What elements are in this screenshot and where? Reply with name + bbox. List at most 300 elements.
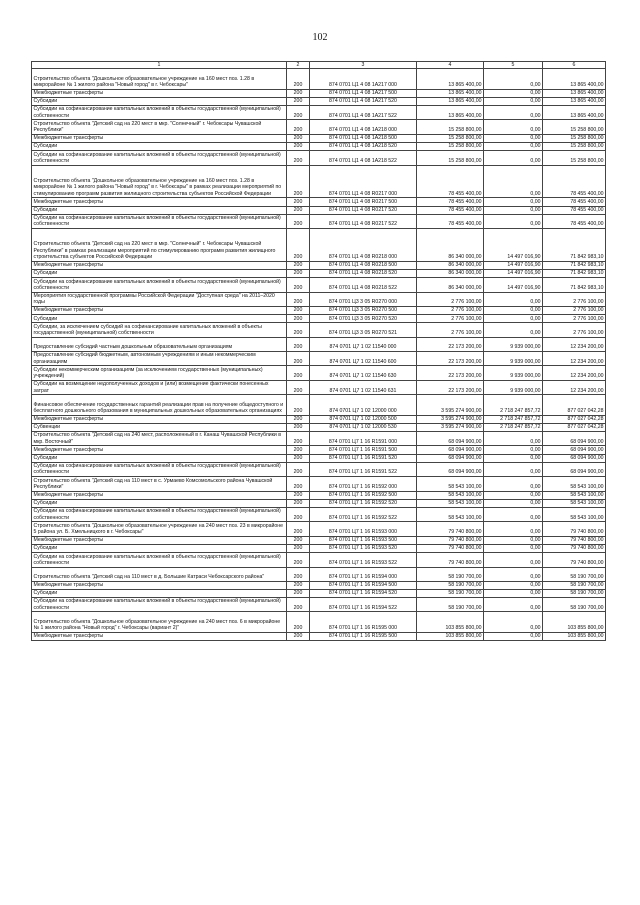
row-name-cell: Предоставление субсидий бюджетным, автономным учреждениям и иным некоммерческим организациям (32, 351, 287, 365)
ministry-code-cell: 200 (287, 499, 310, 507)
classification-code-cell: 874 0701 Ц7 1 16 R1595 000 (310, 612, 417, 632)
page-number: 102 (312, 32, 328, 43)
table-row (32, 165, 606, 198)
total-amount-cell: 71 842 983,10 (543, 278, 606, 292)
table-row (32, 337, 606, 351)
ministry-code-cell: 200 (287, 553, 310, 567)
ministry-code-cell: 200 (287, 89, 310, 97)
table-row (32, 415, 606, 423)
row-name-cell: Межбюджетные трансферты (32, 536, 287, 544)
classification-code-cell: 874 0701 Ц7 1 16 R1593 522 (310, 553, 417, 567)
approved-amount-cell: 3 595 274 900,00 (417, 423, 484, 431)
ministry-code-cell: 200 (287, 337, 310, 351)
classification-code-cell: 874 0701 Ц1 4 08 R0218 500 (310, 261, 417, 269)
change-amount-cell: 0,00 (484, 499, 543, 507)
table-row (32, 544, 606, 552)
table-row (32, 278, 606, 292)
classification-code-cell: 874 0701 Ц1 4 08 1А218 522 (310, 151, 417, 165)
total-amount-cell: 79 740 800,00 (543, 522, 606, 536)
ministry-code-cell: 200 (287, 261, 310, 269)
approved-amount-cell: 15 258 800,00 (417, 151, 484, 165)
row-name-cell: Субсидии на софинансирование капитальных вложений в объекты государственной (муниципальной) собственности (32, 507, 287, 521)
classification-code-cell: 874 0701 Ц3 3 05 R0270 000 (310, 292, 417, 306)
change-amount-cell: 2 718 247 857,72 (484, 423, 543, 431)
row-name-cell: Субсидии некоммерческим организациям (за исключением государственных (муниципальных) учреждений) (32, 366, 287, 380)
table-row (32, 323, 606, 337)
classification-code-cell: 874 0701 Ц7 1 16 R1591 500 (310, 446, 417, 454)
approved-amount-cell: 22 173 200,00 (417, 380, 484, 394)
approved-amount-cell: 68 094 900,00 (417, 462, 484, 476)
classification-code-cell: 874 0701 Ц7 1 16 R1593 500 (310, 536, 417, 544)
total-amount-cell: 79 740 800,00 (543, 536, 606, 544)
total-amount-cell: 877 027 042,28 (543, 395, 606, 415)
total-amount-cell: 71 842 983,10 (543, 270, 606, 278)
change-amount-cell: 0,00 (484, 432, 543, 446)
total-amount-cell: 2 776 100,00 (543, 315, 606, 323)
total-amount-cell: 58 543 100,00 (543, 491, 606, 499)
total-amount-cell: 15 258 800,00 (543, 120, 606, 134)
approved-amount-cell: 79 740 800,00 (417, 522, 484, 536)
table-row (32, 351, 606, 365)
total-amount-cell: 877 027 042,28 (543, 423, 606, 431)
ministry-code-cell: 200 (287, 598, 310, 612)
change-amount-cell: 0,00 (484, 214, 543, 228)
total-amount-cell: 58 190 700,00 (543, 589, 606, 597)
row-name-cell: Субсидии (32, 143, 287, 151)
total-amount-cell: 78 455 400,00 (543, 206, 606, 214)
classification-code-cell: 874 0701 Ц7 1 16 R1591 000 (310, 432, 417, 446)
change-amount-cell: 0,00 (484, 507, 543, 521)
total-amount-cell: 13 865 400,00 (543, 105, 606, 119)
approved-amount-cell: 58 190 700,00 (417, 589, 484, 597)
total-amount-cell: 15 258 800,00 (543, 151, 606, 165)
total-amount-cell: 78 455 400,00 (543, 198, 606, 206)
ministry-code-cell: 200 (287, 351, 310, 365)
approved-amount-cell: 22 173 200,00 (417, 351, 484, 365)
total-amount-cell: 71 842 983,10 (543, 229, 606, 262)
row-name-cell: Субсидии (32, 499, 287, 507)
header-row (32, 62, 606, 69)
approved-amount-cell: 58 543 100,00 (417, 507, 484, 521)
change-amount-cell: 9 939 000,00 (484, 366, 543, 380)
table-row (32, 69, 606, 89)
approved-amount-cell: 58 190 700,00 (417, 598, 484, 612)
approved-amount-cell: 15 258 800,00 (417, 134, 484, 142)
ministry-code-cell: 200 (287, 323, 310, 337)
total-amount-cell: 12 234 200,00 (543, 351, 606, 365)
approved-amount-cell: 79 740 800,00 (417, 553, 484, 567)
change-amount-cell: 9 939 000,00 (484, 380, 543, 394)
row-name-cell: Межбюджетные трансферты (32, 491, 287, 499)
row-name-cell: Строительство объекта "Детский сад на 110 мест в с. Урмаево Комсомольского района Чувашской Республики" (32, 477, 287, 491)
table-row (32, 261, 606, 269)
row-name-cell: Межбюджетные трансферты (32, 261, 287, 269)
row-name-cell: Строительство объекта "Детский сад на 220 мест в мкр. "Солнечный" г. Чебоксары Чувашской Республики" (32, 120, 287, 134)
change-amount-cell: 0,00 (484, 454, 543, 462)
change-amount-cell: 14 497 016,90 (484, 270, 543, 278)
ministry-code-cell: 200 (287, 507, 310, 521)
classification-code-cell: 874 0701 Ц7 1 16 R1594 522 (310, 598, 417, 612)
classification-code-cell: 874 0701 Ц1 4 08 1А218 500 (310, 134, 417, 142)
header-cell: 1 (32, 62, 287, 69)
total-amount-cell: 2 776 100,00 (543, 292, 606, 306)
table-row (32, 105, 606, 119)
change-amount-cell: 0,00 (484, 105, 543, 119)
table-row (32, 423, 606, 431)
classification-code-cell: 874 0701 Ц3 3 05 R0270 521 (310, 323, 417, 337)
row-name-cell: Строительство объекта "Дошкольное образовательное учреждение на 240 мест поз. 23 в микрорайоне 5 района ул. Б. Хмельницкого в г. Чебоксары" (32, 522, 287, 536)
approved-amount-cell: 86 340 000,00 (417, 229, 484, 262)
ministry-code-cell: 200 (287, 581, 310, 589)
classification-code-cell: 874 0701 Ц1 4 08 R0217 000 (310, 165, 417, 198)
approved-amount-cell: 13 865 400,00 (417, 89, 484, 97)
table-row (32, 151, 606, 165)
total-amount-cell: 68 094 900,00 (543, 432, 606, 446)
approved-amount-cell: 58 543 100,00 (417, 477, 484, 491)
classification-code-cell: 874 0701 Ц1 4 08 R0217 500 (310, 198, 417, 206)
change-amount-cell: 0,00 (484, 553, 543, 567)
ministry-code-cell: 200 (287, 69, 310, 89)
table-row (32, 567, 606, 581)
table-row (32, 598, 606, 612)
table-row (32, 522, 606, 536)
ministry-code-cell: 200 (287, 491, 310, 499)
approved-amount-cell: 58 190 700,00 (417, 567, 484, 581)
classification-code-cell: 874 0701 Ц7 1 16 R1592 522 (310, 507, 417, 521)
total-amount-cell: 58 190 700,00 (543, 567, 606, 581)
classification-code-cell: 874 0701 Ц7 1 16 R1591 522 (310, 462, 417, 476)
classification-code-cell: 874 0701 Ц7 1 02 12000 530 (310, 423, 417, 431)
classification-code-cell: 874 0701 Ц7 1 16 R1593 520 (310, 544, 417, 552)
ministry-code-cell: 200 (287, 278, 310, 292)
approved-amount-cell: 68 094 900,00 (417, 446, 484, 454)
row-name-cell: Строительство объекта "Детский сад на 240 мест, расположенный в г. Канаш Чувашской Республики в мкр. Восточный" (32, 432, 287, 446)
header-cell: 4 (417, 62, 484, 69)
approved-amount-cell: 68 094 900,00 (417, 432, 484, 446)
total-amount-cell: 15 258 800,00 (543, 134, 606, 142)
row-name-cell: Финансовое обеспечение государственных гарантий реализации прав на получение общедоступного и бесплатного дошкольного образования в муниципальных дошкольных образовательных организациях (32, 395, 287, 415)
ministry-code-cell: 200 (287, 165, 310, 198)
approved-amount-cell: 78 455 400,00 (417, 165, 484, 198)
approved-amount-cell: 79 740 800,00 (417, 544, 484, 552)
ministry-code-cell: 200 (287, 315, 310, 323)
approved-amount-cell: 2 776 100,00 (417, 323, 484, 337)
change-amount-cell: 0,00 (484, 69, 543, 89)
table-row (32, 143, 606, 151)
row-name-cell: Субсидии на софинансирование капитальных вложений в объекты государственной (муниципальной) собственности (32, 151, 287, 165)
table-row (32, 206, 606, 214)
approved-amount-cell: 86 340 000,00 (417, 270, 484, 278)
change-amount-cell: 9 939 000,00 (484, 337, 543, 351)
approved-amount-cell: 22 173 200,00 (417, 337, 484, 351)
change-amount-cell: 0,00 (484, 292, 543, 306)
table-row (32, 97, 606, 105)
approved-amount-cell: 103 855 800,00 (417, 632, 484, 640)
change-amount-cell: 0,00 (484, 536, 543, 544)
row-name-cell: Предоставление субсидий частным дошкольным образовательным организациям (32, 337, 287, 351)
ministry-code-cell: 200 (287, 270, 310, 278)
ministry-code-cell: 200 (287, 544, 310, 552)
classification-code-cell: 874 0701 Ц7 1 02 11540 630 (310, 366, 417, 380)
classification-code-cell: 874 0701 Ц7 1 16 R1595 500 (310, 632, 417, 640)
change-amount-cell: 14 497 016,90 (484, 278, 543, 292)
total-amount-cell: 12 234 200,00 (543, 337, 606, 351)
row-name-cell: Субсидии (32, 206, 287, 214)
approved-amount-cell: 13 865 400,00 (417, 105, 484, 119)
ministry-code-cell: 200 (287, 214, 310, 228)
change-amount-cell: 14 497 016,90 (484, 261, 543, 269)
classification-code-cell: 874 0701 Ц7 1 16 R1591 520 (310, 454, 417, 462)
classification-code-cell: 874 0701 Ц7 1 16 R1592 520 (310, 499, 417, 507)
table-row (32, 477, 606, 491)
approved-amount-cell: 86 340 000,00 (417, 278, 484, 292)
classification-code-cell: 874 0701 Ц1 4 08 R0218 522 (310, 278, 417, 292)
table-row (32, 198, 606, 206)
change-amount-cell: 0,00 (484, 544, 543, 552)
total-amount-cell: 58 543 100,00 (543, 477, 606, 491)
approved-amount-cell: 3 595 274 900,00 (417, 395, 484, 415)
total-amount-cell: 71 842 983,10 (543, 261, 606, 269)
change-amount-cell: 0,00 (484, 522, 543, 536)
table-row (32, 462, 606, 476)
ministry-code-cell: 200 (287, 229, 310, 262)
ministry-code-cell: 200 (287, 536, 310, 544)
change-amount-cell: 0,00 (484, 165, 543, 198)
ministry-code-cell: 200 (287, 632, 310, 640)
classification-code-cell: 874 0701 Ц1 4 08 R0217 522 (310, 214, 417, 228)
change-amount-cell: 0,00 (484, 143, 543, 151)
classification-code-cell: 874 0701 Ц3 3 05 R0270 500 (310, 307, 417, 315)
total-amount-cell: 13 865 400,00 (543, 97, 606, 105)
approved-amount-cell: 86 340 000,00 (417, 261, 484, 269)
total-amount-cell: 2 776 100,00 (543, 307, 606, 315)
row-name-cell: Субсидии (32, 315, 287, 323)
table-row (32, 581, 606, 589)
classification-code-cell: 874 0701 Ц7 1 02 12000 500 (310, 415, 417, 423)
row-name-cell: Строительство объекта "Детский сад на 110 мест в д. Большие Катраси Чебоксарского района" (32, 567, 287, 581)
ministry-code-cell: 200 (287, 567, 310, 581)
ministry-code-cell: 200 (287, 380, 310, 394)
classification-code-cell: 874 0701 Ц1 4 08 1А217 522 (310, 105, 417, 119)
total-amount-cell: 12 234 200,00 (543, 366, 606, 380)
approved-amount-cell: 78 455 400,00 (417, 198, 484, 206)
row-name-cell: Субсидии на софинансирование капитальных вложений в объекты государственной (муниципальной) собственности (32, 105, 287, 119)
table-row (32, 507, 606, 521)
change-amount-cell: 2 718 247 857,72 (484, 415, 543, 423)
ministry-code-cell: 200 (287, 454, 310, 462)
ministry-code-cell: 200 (287, 477, 310, 491)
row-name-cell: Межбюджетные трансферты (32, 134, 287, 142)
total-amount-cell: 877 027 042,28 (543, 415, 606, 423)
change-amount-cell: 0,00 (484, 206, 543, 214)
row-name-cell: Субсидии (32, 544, 287, 552)
classification-code-cell: 874 0701 Ц1 4 08 1А217 000 (310, 69, 417, 89)
change-amount-cell: 0,00 (484, 307, 543, 315)
header-cell: 5 (484, 62, 543, 69)
ministry-code-cell: 200 (287, 105, 310, 119)
ministry-code-cell: 200 (287, 395, 310, 415)
classification-code-cell: 874 0701 Ц7 1 02 11540 600 (310, 351, 417, 365)
total-amount-cell: 79 740 800,00 (543, 553, 606, 567)
change-amount-cell: 0,00 (484, 491, 543, 499)
budget-table (31, 61, 606, 641)
header-cell: 3 (310, 62, 417, 69)
classification-code-cell: 874 0701 Ц7 1 16 R1594 520 (310, 589, 417, 597)
change-amount-cell: 2 718 247 857,72 (484, 395, 543, 415)
classification-code-cell: 874 0701 Ц1 4 08 R0218 520 (310, 270, 417, 278)
total-amount-cell: 58 543 100,00 (543, 499, 606, 507)
total-amount-cell: 2 776 100,00 (543, 323, 606, 337)
change-amount-cell: 9 939 000,00 (484, 351, 543, 365)
row-name-cell: Межбюджетные трансферты (32, 89, 287, 97)
row-name-cell: Субсидии на возмещение недополученных доходов и (или) возмещение фактически понесенных затрат (32, 380, 287, 394)
change-amount-cell: 0,00 (484, 598, 543, 612)
total-amount-cell: 13 865 400,00 (543, 89, 606, 97)
approved-amount-cell: 15 258 800,00 (417, 143, 484, 151)
ministry-code-cell: 200 (287, 612, 310, 632)
table-row (32, 292, 606, 306)
classification-code-cell: 874 0701 Ц7 1 16 R1592 500 (310, 491, 417, 499)
classification-code-cell: 874 0701 Ц7 1 16 R1594 500 (310, 581, 417, 589)
total-amount-cell: 15 258 800,00 (543, 143, 606, 151)
total-amount-cell: 12 234 200,00 (543, 380, 606, 394)
row-name-cell: Межбюджетные трансферты (32, 446, 287, 454)
classification-code-cell: 874 0701 Ц1 4 08 1А217 520 (310, 97, 417, 105)
classification-code-cell: 874 0701 Ц1 4 08 R0218 000 (310, 229, 417, 262)
approved-amount-cell: 78 455 400,00 (417, 214, 484, 228)
row-name-cell: Строительство объекта "Детский сад на 220 мест в мкр. "Солнечный" г. Чебоксары Чувашской Республики" в рамках реализации мероприятий по стимулированию программ развития жилищного строительства субъектов Российской Федерации (32, 229, 287, 262)
approved-amount-cell: 2 776 100,00 (417, 315, 484, 323)
row-name-cell: Межбюджетные трансферты (32, 198, 287, 206)
classification-code-cell: 874 0701 Ц7 1 16 R1592 000 (310, 477, 417, 491)
classification-code-cell: 874 0701 Ц1 4 08 R0217 520 (310, 206, 417, 214)
ministry-code-cell: 200 (287, 522, 310, 536)
total-amount-cell: 58 190 700,00 (543, 598, 606, 612)
table-row (32, 366, 606, 380)
total-amount-cell: 58 190 700,00 (543, 581, 606, 589)
change-amount-cell: 0,00 (484, 97, 543, 105)
table-row (32, 432, 606, 446)
approved-amount-cell: 13 865 400,00 (417, 69, 484, 89)
table-row (32, 553, 606, 567)
row-name-cell: Субсидии, за исключением субсидий на софинансирование капитальных вложений в объекты государственной (муниципальной) собственности (32, 323, 287, 337)
ministry-code-cell: 200 (287, 589, 310, 597)
table-row (32, 89, 606, 97)
total-amount-cell: 78 455 400,00 (543, 165, 606, 198)
approved-amount-cell: 79 740 800,00 (417, 536, 484, 544)
change-amount-cell: 0,00 (484, 323, 543, 337)
change-amount-cell: 0,00 (484, 612, 543, 632)
row-name-cell: Межбюджетные трансферты (32, 415, 287, 423)
row-name-cell: Строительство объекта "Дошкольное образовательное учреждение на 160 мест поз. 1.28 в микрорайоне № 1 жилого района "Новый город" в г. Чебоксары" (32, 69, 287, 89)
ministry-code-cell: 200 (287, 423, 310, 431)
approved-amount-cell: 3 595 274 900,00 (417, 415, 484, 423)
table-row (32, 612, 606, 632)
classification-code-cell: 874 0701 Ц3 3 05 R0270 520 (310, 315, 417, 323)
row-name-cell: Субсидии на софинансирование капитальных вложений в объекты государственной (муниципальной) собственности (32, 278, 287, 292)
ministry-code-cell: 200 (287, 134, 310, 142)
approved-amount-cell: 2 776 100,00 (417, 307, 484, 315)
row-name-cell: Строительство объекта "Дошкольное образовательное учреждение на 240 мест поз. 6 в микрорайоне № 1 жилого района "Новый город" г. Чебоксары (вариант 2)" (32, 612, 287, 632)
ministry-code-cell: 200 (287, 415, 310, 423)
header-cell: 6 (543, 62, 606, 69)
change-amount-cell: 0,00 (484, 632, 543, 640)
change-amount-cell: 14 497 016,90 (484, 229, 543, 262)
row-name-cell: Субсидии на софинансирование капитальных вложений в объекты государственной (муниципальной) собственности (32, 598, 287, 612)
table-row (32, 446, 606, 454)
approved-amount-cell: 13 865 400,00 (417, 97, 484, 105)
table-row (32, 270, 606, 278)
table-row (32, 395, 606, 415)
row-name-cell: Субсидии (32, 97, 287, 105)
total-amount-cell: 103 855 800,00 (543, 632, 606, 640)
table-row (32, 536, 606, 544)
classification-code-cell: 874 0701 Ц1 4 08 1А217 500 (310, 89, 417, 97)
change-amount-cell: 0,00 (484, 567, 543, 581)
total-amount-cell: 13 865 400,00 (543, 69, 606, 89)
ministry-code-cell: 200 (287, 307, 310, 315)
table-row (32, 307, 606, 315)
change-amount-cell: 0,00 (484, 151, 543, 165)
approved-amount-cell: 22 173 200,00 (417, 366, 484, 380)
ministry-code-cell: 200 (287, 198, 310, 206)
approved-amount-cell: 68 094 900,00 (417, 454, 484, 462)
ministry-code-cell: 200 (287, 206, 310, 214)
row-name-cell: Субсидии (32, 270, 287, 278)
ministry-code-cell: 200 (287, 366, 310, 380)
table-row (32, 315, 606, 323)
table-row (32, 229, 606, 262)
row-name-cell: Мероприятия государственной программы Российской Федерации "Доступная среда" на 2011–2020 годы (32, 292, 287, 306)
change-amount-cell: 0,00 (484, 315, 543, 323)
total-amount-cell: 68 094 900,00 (543, 446, 606, 454)
change-amount-cell: 0,00 (484, 589, 543, 597)
total-amount-cell: 68 094 900,00 (543, 462, 606, 476)
approved-amount-cell: 58 543 100,00 (417, 499, 484, 507)
row-name-cell: Межбюджетные трансферты (32, 632, 287, 640)
total-amount-cell: 78 455 400,00 (543, 214, 606, 228)
ministry-code-cell: 200 (287, 292, 310, 306)
change-amount-cell: 0,00 (484, 477, 543, 491)
ministry-code-cell: 200 (287, 97, 310, 105)
table-row (32, 214, 606, 228)
classification-code-cell: 874 0701 Ц7 1 02 11540 631 (310, 380, 417, 394)
ministry-code-cell: 200 (287, 151, 310, 165)
change-amount-cell: 0,00 (484, 89, 543, 97)
row-name-cell: Субсидии на софинансирование капитальных вложений в объекты государственной (муниципальной) собственности (32, 553, 287, 567)
row-name-cell: Строительство объекта "Дошкольное образовательное учреждение на 160 мест поз. 1.28 в микрорайоне № 1 жилого района "Новый город" в г. Чебоксары" в рамках реализации мероприятий по стимулированию программ развития жилищного строительства субъектов Российской Федерации (32, 165, 287, 198)
row-name-cell: Субсидии (32, 454, 287, 462)
approved-amount-cell: 2 776 100,00 (417, 292, 484, 306)
ministry-code-cell: 200 (287, 462, 310, 476)
change-amount-cell: 0,00 (484, 462, 543, 476)
row-name-cell: Субвенции (32, 423, 287, 431)
classification-code-cell: 874 0701 Ц1 4 08 1А218 000 (310, 120, 417, 134)
approved-amount-cell: 78 455 400,00 (417, 206, 484, 214)
classification-code-cell: 874 0701 Ц7 1 16 R1594 000 (310, 567, 417, 581)
table-row (32, 491, 606, 499)
change-amount-cell: 0,00 (484, 120, 543, 134)
change-amount-cell: 0,00 (484, 198, 543, 206)
change-amount-cell: 0,00 (484, 446, 543, 454)
ministry-code-cell: 200 (287, 446, 310, 454)
total-amount-cell: 103 855 800,00 (543, 612, 606, 632)
change-amount-cell: 0,00 (484, 134, 543, 142)
table-row (32, 632, 606, 640)
row-name-cell: Субсидии (32, 589, 287, 597)
classification-code-cell: 874 0701 Ц7 1 02 11540 000 (310, 337, 417, 351)
classification-code-cell: 874 0701 Ц7 1 02 12000 000 (310, 395, 417, 415)
